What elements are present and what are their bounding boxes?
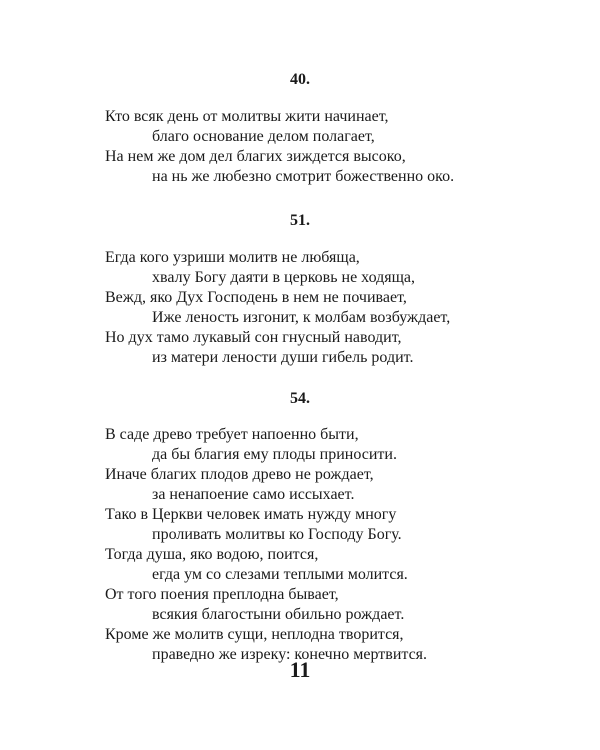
poem-number: 40.: [290, 71, 310, 88]
page-number: 11: [289, 657, 311, 682]
verse-line: благо основание делом полагает,: [152, 128, 375, 145]
verse-line: проливать молитвы ко Господу Богу.: [152, 526, 402, 543]
verse-line: В саде древо требует напоенно быти,: [105, 426, 359, 443]
poem-54: [0, 389, 600, 665]
verse-line: Иначе благих плодов древо не рождает,: [105, 466, 374, 483]
verse-line: Тако в Церкви человек имать нужду многу: [105, 506, 397, 523]
verse: [0, 107, 600, 187]
verse-line: Но дух тамо лукавый сон гнусный наводит,: [105, 329, 402, 346]
verse: [0, 425, 600, 665]
poem-51: [0, 211, 600, 368]
poem-number: 54.: [290, 390, 310, 407]
poem-40: [0, 70, 600, 187]
verse-line: На нем же дом дел благих зиждется высоко,: [105, 148, 406, 165]
verse-line: всякия благостыни обильно рождает.: [152, 606, 405, 623]
verse-line: за ненапоение само иссыхает.: [152, 486, 355, 503]
verse-line: Кроме же молитв сущи, неплодна творится,: [105, 626, 404, 643]
poem-number: 51.: [290, 212, 310, 229]
verse-line: Кто всяк день от молитвы жити начинает,: [105, 108, 389, 125]
verse-line: хвалу Богу даяти в церковь не ходяща,: [152, 269, 416, 286]
verse-line: из матери лености души гибель родит.: [152, 349, 414, 366]
verse-line: егда ум со слезами теплыми молится.: [152, 566, 408, 583]
verse-line: Вежд, яко Дух Господень в нем не почивает,: [105, 289, 407, 306]
verse: [0, 248, 600, 368]
verse-line: От того поения преплодна бывает,: [105, 586, 339, 603]
verse-line: Иже леность изгонит, к молбам возбуждает,: [152, 309, 451, 326]
verse-line: Тогда душа, яко водою, поится,: [105, 546, 319, 563]
verse-line: да бы благия ему плоды приносити.: [152, 446, 397, 463]
verse-line: Егда кого узриши молитв не любяща,: [105, 249, 360, 266]
verse-line: на нь же любезно смотрит божественно око.: [152, 168, 455, 185]
verse-line: праведно же изреку: конечно мертвится.: [152, 646, 428, 663]
